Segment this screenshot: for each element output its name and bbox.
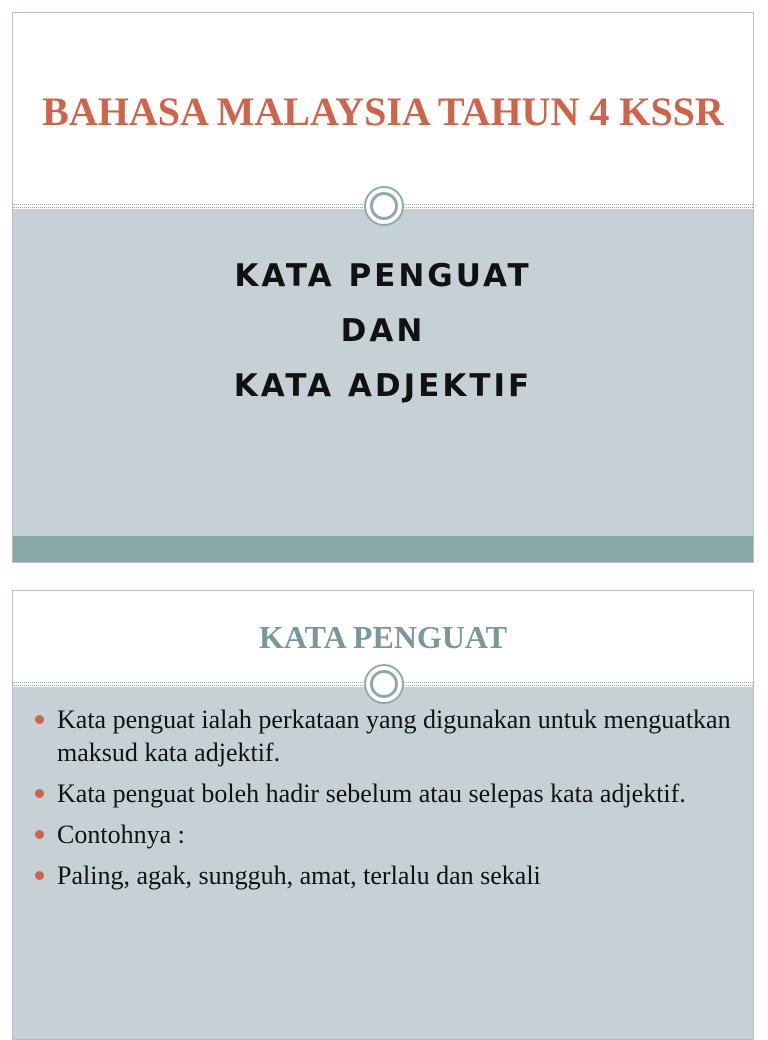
bullet-icon bbox=[35, 715, 44, 724]
bullet-icon bbox=[35, 871, 44, 880]
bullet-item bbox=[31, 818, 735, 851]
circle-ornament-icon bbox=[364, 186, 404, 226]
bullet-item bbox=[31, 703, 735, 769]
bullet-icon bbox=[35, 789, 44, 798]
bullet-text: Paling, agak, sungguh, amat, terlalu dan sekali bbox=[57, 861, 541, 890]
bullet-list bbox=[31, 703, 735, 900]
topic-line-2: DAN bbox=[340, 313, 426, 349]
slide-title: BAHASA MALAYSIA TAHUN 4 KSSR bbox=[42, 89, 724, 134]
bullet-text: Kata penguat ialah perkataan yang digunakan untuk menguatkan maksud kata adjektif. bbox=[57, 705, 731, 767]
content-slide bbox=[12, 590, 754, 1040]
bullet-text: Kata penguat boleh hadir sebelum atau selepas kata adjektif. bbox=[57, 779, 686, 808]
bullet-item bbox=[31, 859, 735, 892]
topic-line-3: KATA ADJEKTIF bbox=[233, 368, 533, 404]
bullet-item bbox=[31, 777, 735, 810]
topic-lines bbox=[13, 249, 753, 414]
topic-line-1: KATA PENGUAT bbox=[234, 258, 532, 294]
bullet-icon bbox=[35, 830, 44, 839]
slide-title: KATA PENGUAT bbox=[258, 619, 507, 655]
circle-ornament-icon bbox=[364, 664, 404, 704]
bullet-text: Contohnya : bbox=[57, 820, 185, 849]
title-slide bbox=[12, 12, 754, 563]
title-area bbox=[13, 13, 753, 205]
slide-body bbox=[13, 209, 753, 536]
slide-body bbox=[13, 687, 753, 1040]
footer-band bbox=[13, 536, 753, 563]
